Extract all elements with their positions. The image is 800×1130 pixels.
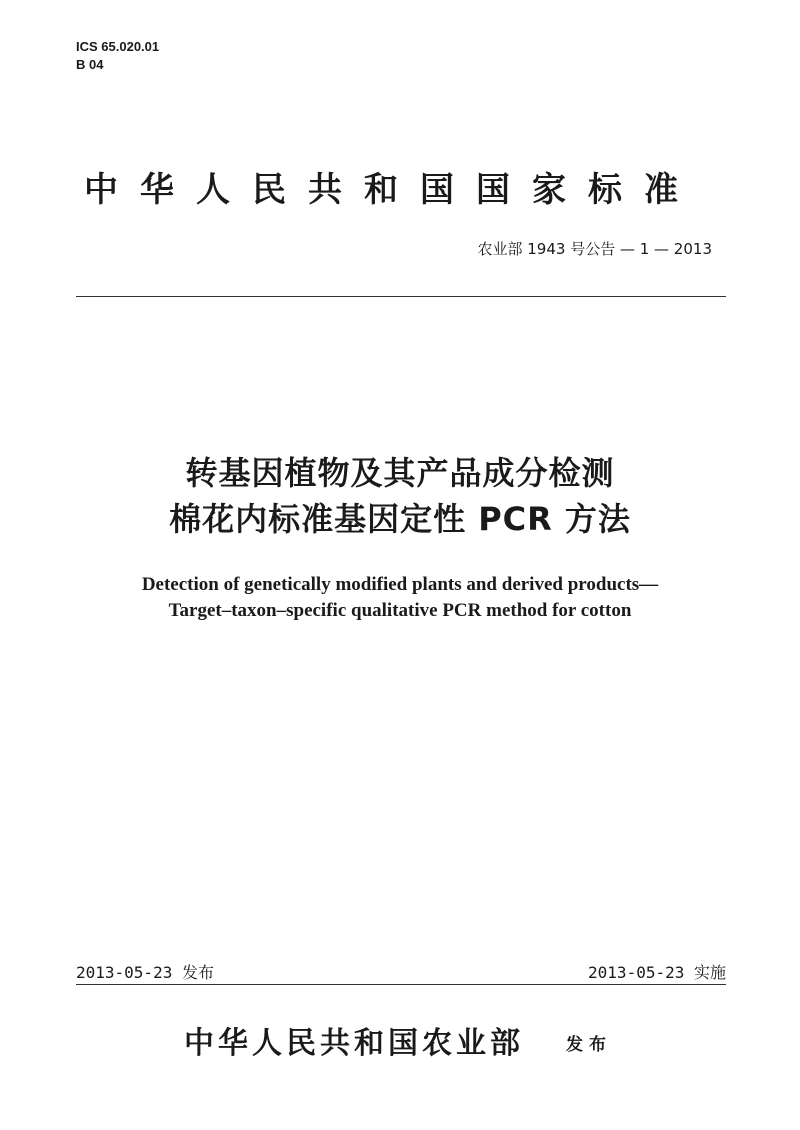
chinese-title-line-1: 转基因植物及其产品成分检测 [185,454,615,492]
ics-code: ICS 65.020.01 [76,39,160,54]
english-title-line-2: Target–taxon–specific qualitative PCR method for cotton [168,600,632,621]
header-divider [76,296,726,297]
chinese-title-line-2: 棉花内标准基因定性 PCR 方法 [169,500,631,538]
national-standard-title: 中华人民共和国国家标准 [84,170,700,210]
english-title-line-1: Detection of genetically modified plants and derived products— [141,574,659,595]
issue-date: 2013-05-23 发布 [76,963,214,982]
english-title [0,572,800,624]
chinese-title [0,450,800,542]
issuing-authority: 中华人民共和国农业部 [184,1026,524,1061]
footer-divider [76,984,726,985]
classification-codes [76,38,159,74]
standard-number: 农业部 1943 号公告 — 1 — 2013 [477,240,712,258]
implementation-date: 2013-05-23 实施 [588,963,726,982]
category-code: B 04 [76,57,104,72]
issuing-authority-suffix: 发布 [566,1035,612,1055]
